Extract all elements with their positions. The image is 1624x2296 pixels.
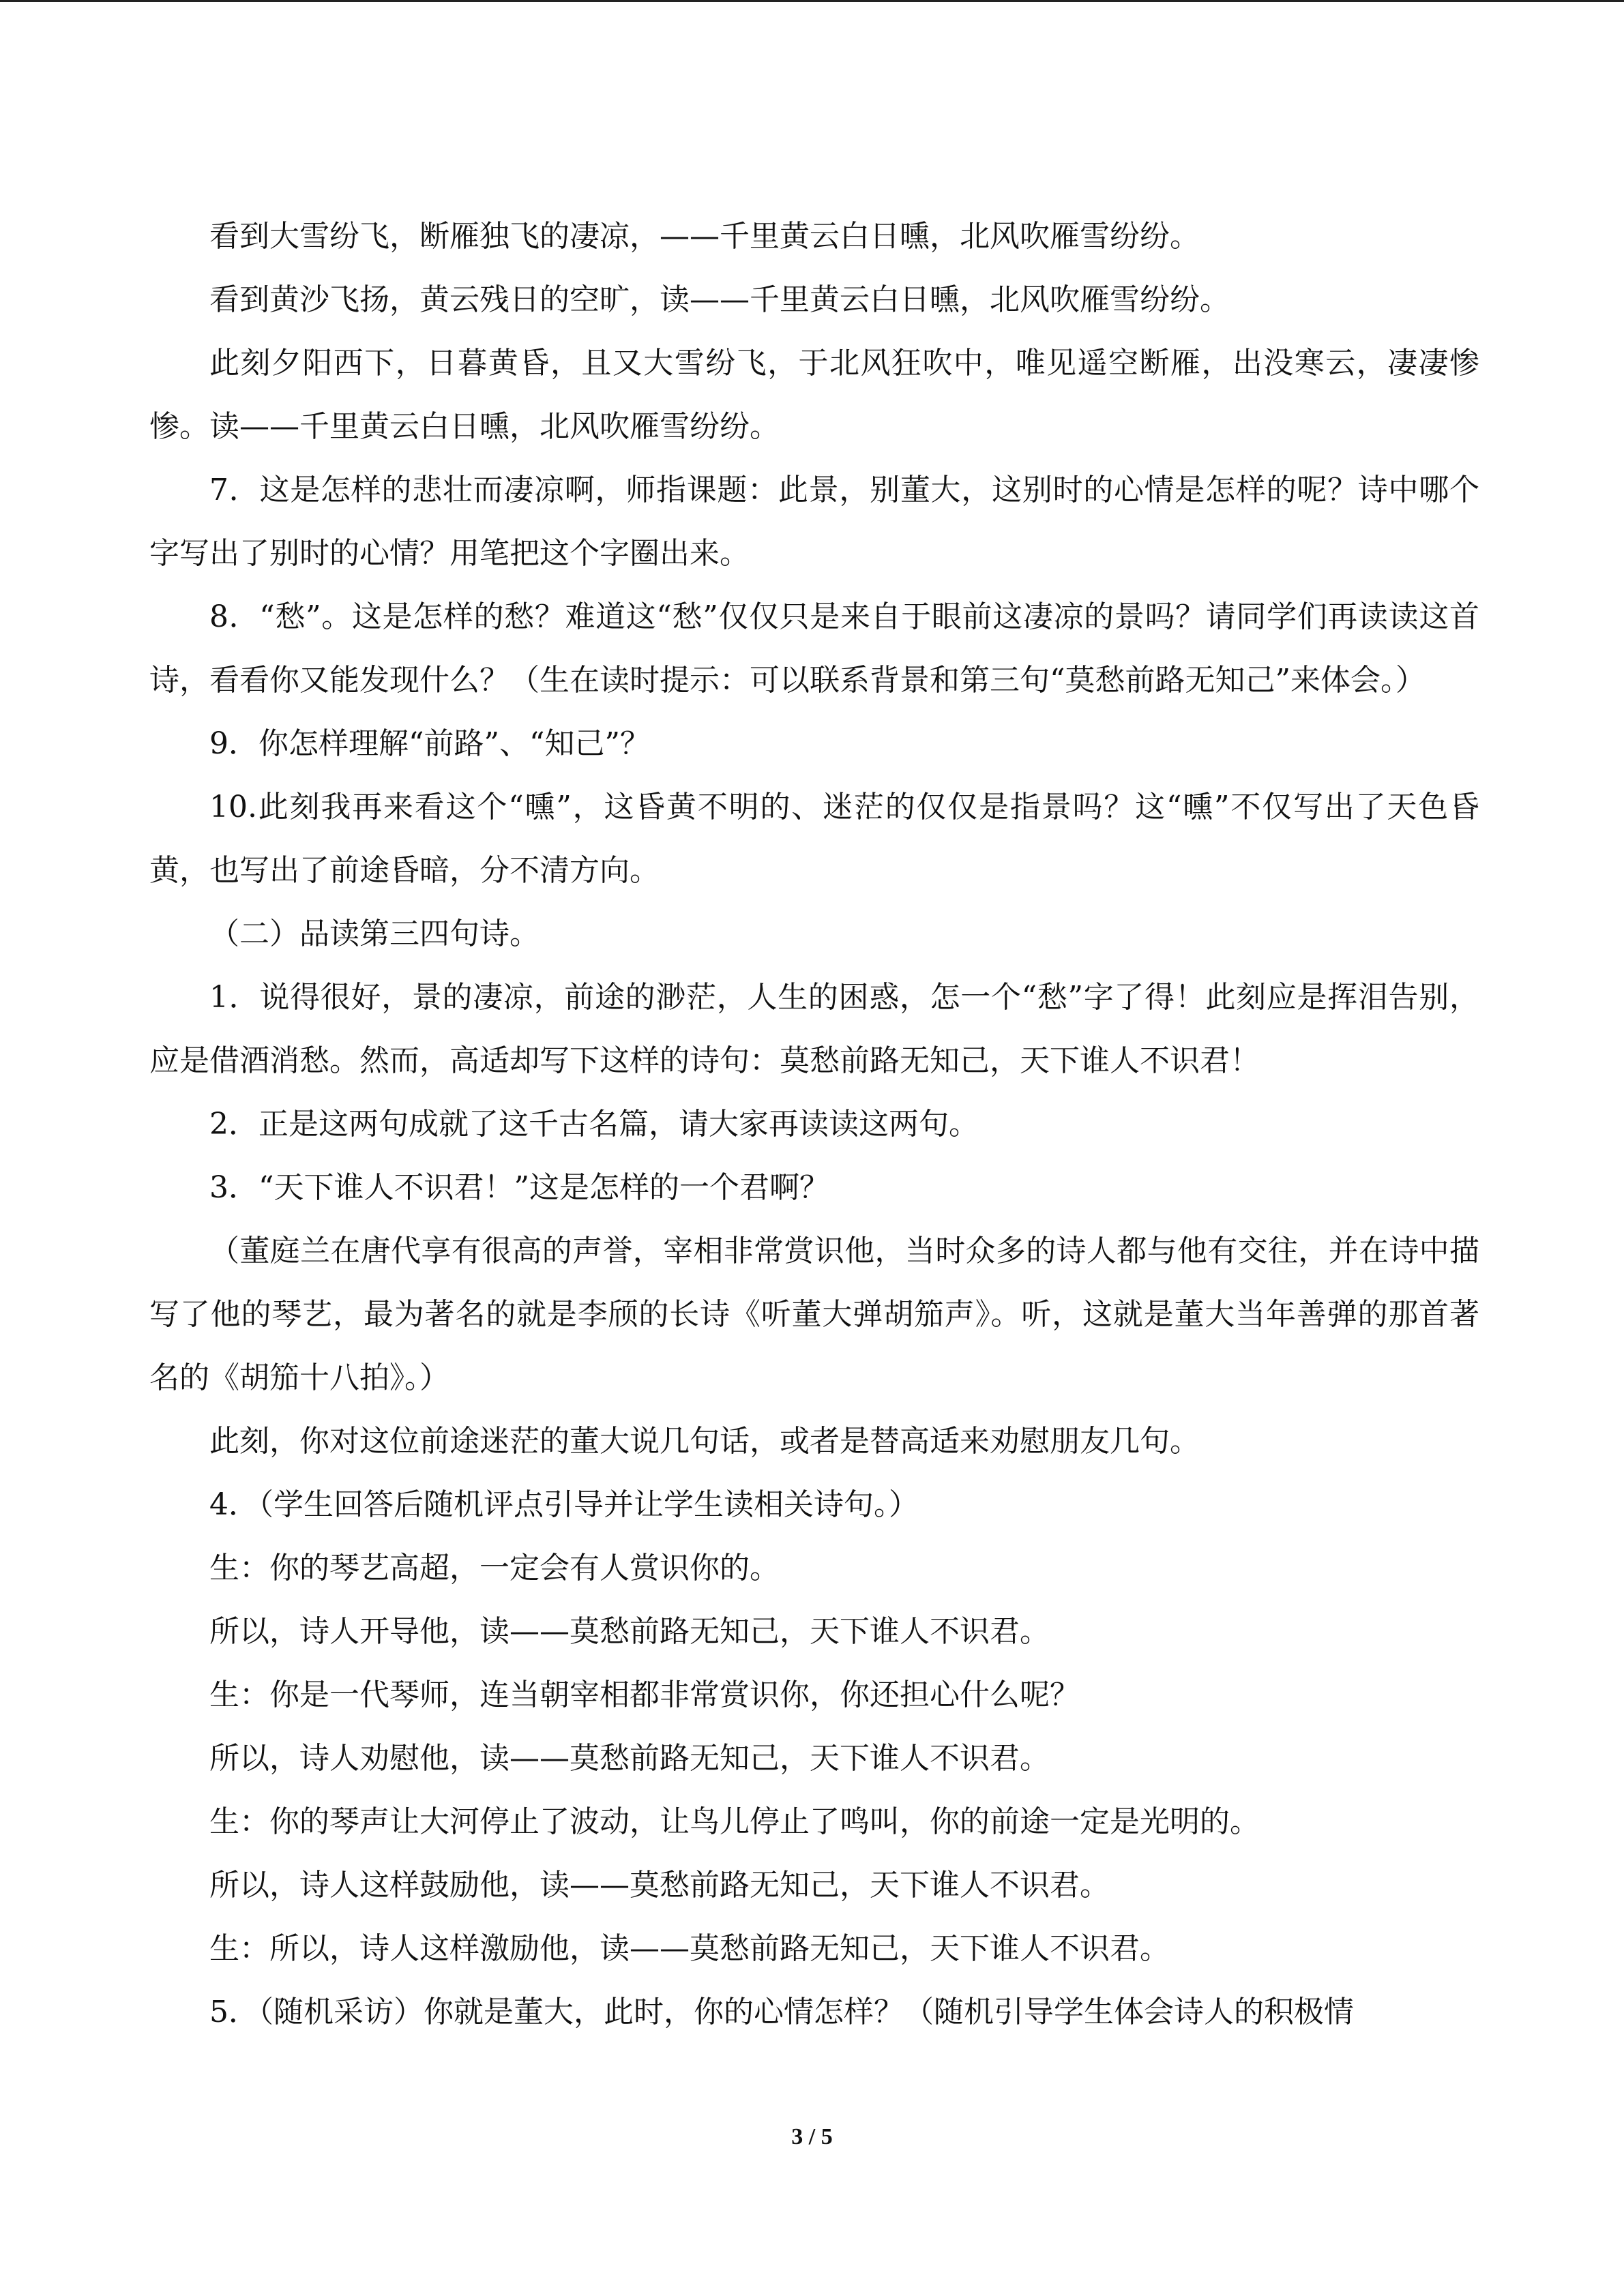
paragraph: 所以，诗人开导他，读——莫愁前路无知己，天下谁人不识君。: [209, 1614, 1050, 1649]
paragraph: 生：所以，诗人这样激励他，读——莫愁前路无知己，天下谁人不识君。: [209, 1931, 1170, 1966]
paragraph: 所以，诗人这样鼓励他，读——莫愁前路无知己，天下谁人不识君。: [209, 1868, 1110, 1903]
paragraph: 生：你的琴声让大河停止了波动，让鸟儿停止了鸣叫，你的前途一定是光明的。: [209, 1804, 1260, 1839]
paragraph: 生：你是一代琴师，连当朝宰相都非常赏识你，你还担心什么呢？: [209, 1678, 1080, 1712]
page-number: 3 / 5: [791, 2124, 833, 2149]
section-heading: （二）品读第三四句诗。: [209, 916, 540, 951]
paragraph: 4．（学生回答后随机评点引导并让学生读相关诗句。）: [209, 1487, 919, 1522]
paragraph: 所以，诗人劝慰他，读——莫愁前路无知己，天下谁人不识君。: [209, 1741, 1050, 1776]
paragraph: 9．你怎样理解“前路”、“知己”？: [209, 726, 650, 761]
paragraph: 8．“愁”。这是怎样的愁？难道这“愁”仅仅只是来自于眼前这凄凉的景吗？请同学们再读读这首诗，看看你又能发现什么？（生在读时提示：可以联系背景和第三句“莫愁前路无知己”来体会。）: [149, 599, 1479, 698]
paragraph: 看到大雪纷飞，断雁独飞的凄凉，——千里黄云白日曛，北风吹雁雪纷纷。: [209, 219, 1200, 254]
paragraph: 7．这是怎样的悲壮而凄凉啊，师指课题：此景，别董大，这别时的心情是怎样的呢？诗中哪个字写出了别时的心情？用笔把这个字圈出来。: [149, 473, 1479, 571]
paragraph: 5．（随机采访）你就是董大，此时，你的心情怎样？（随机引导学生体会诗人的积极情: [209, 1995, 1354, 2029]
paragraph: 3．“天下谁人不识君！”这是怎样的一个君啊？: [209, 1170, 829, 1205]
paragraph: 10.此刻我再来看这个“曛”，这昏黄不明的、迷茫的仅仅是指景吗？这“曛”不仅写出了天色昏黄，也写出了前途昏暗，分不清方向。: [149, 790, 1479, 888]
paragraph: 此刻，你对这位前途迷茫的董大说几句话，或者是替高适来劝慰朋友几句。: [209, 1424, 1200, 1459]
paragraph: 此刻夕阳西下，日暮黄昏，且又大雪纷飞，于北风狂吹中，唯见遥空断雁，出没寒云，凄凄惨惨。读——千里黄云白日曛，北风吹雁雪纷纷。: [149, 346, 1479, 444]
paragraph: （董庭兰在唐代享有很高的声誉，宰相非常赏识他，当时众多的诗人都与他有交往，并在诗中描写了他的琴艺，最为著名的就是李颀的长诗《听董大弹胡笳声》。听，这就是董大当年善弹的那首著名的《胡笳十八拍》。）: [149, 1234, 1479, 1395]
top-border-line: [0, 0, 1624, 2]
paragraph: 1．说得很好，景的凄凉，前途的渺茫，人生的困惑，怎一个“愁”字了得！此刻应是挥泪告别，应是借酒消愁。然而，高适却写下这样的诗句：莫愁前路无知己，天下谁人不识君！: [149, 980, 1479, 1078]
document-body: [149, 205, 1479, 2044]
paragraph: 2．正是这两句成就了这千古名篇，请大家再读读这两句。: [209, 1107, 979, 1142]
paragraph: 看到黄沙飞扬，黄云残日的空旷，读——千里黄云白日曛，北风吹雁雪纷纷。: [209, 282, 1230, 317]
paragraph: 生：你的琴艺高超，一定会有人赏识你的。: [209, 1551, 780, 1585]
